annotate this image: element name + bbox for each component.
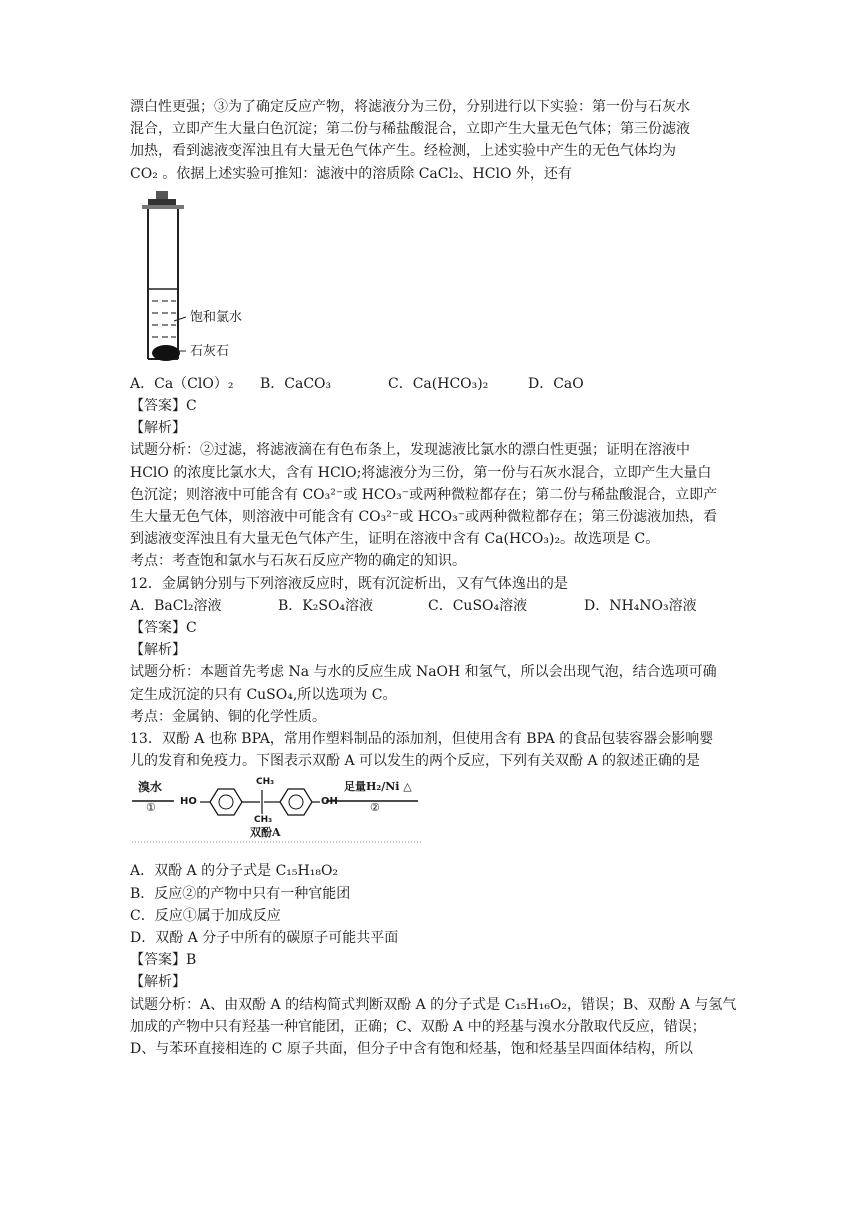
label-saturated-chlorine-water: 饱和氯水 [190, 309, 243, 325]
q11-option-a: A．Ca（ClO）₂ [130, 375, 234, 392]
q11-answer: 【答案】C [130, 398, 197, 415]
q13-stem-line-2: 儿的发育和免疫力。下图表示双酚 A 可以发生的两个反应，下列有关双酚 A 的叙述正确的是 [130, 753, 701, 770]
q11-options [130, 373, 740, 395]
q11-knowledge-point: 考点：考查饱和氯水与石灰石反应产物的确定的知识。 [130, 553, 466, 570]
q13-stem-line-1: 13．双酚 A 也称 BPA，常用作塑料制品的添加剂，但使用含有 BPA 的食品包装容器会影响婴 [130, 731, 714, 748]
q12-analysis-line-2: 定生成沉淀的只有 CuSO₄,所以选项为 C。 [130, 686, 397, 703]
q11-analysis-line-1: 试题分析：②过滤，将滤液滴在有色布条上，发现滤液比氯水的漂白性更强；证明在溶液中 [130, 442, 690, 459]
intro-line-3: 加热，看到滤液变浑浊且有大量无色气体产生。经检测，上述实验中产生的无色气体均为 [130, 143, 676, 160]
bisphenol-a-figure [130, 778, 430, 854]
q13-option-d: D．双酚 A 分子中所有的碳原子可能共平面 [130, 930, 399, 947]
q11-option-b: B．CaCO₃ [260, 375, 332, 392]
q13-option-a: A．双酚 A 的分子式是 C₁₅H₁₈O₂ [130, 863, 339, 880]
q13-analysis-line-1: 试题分析：A、由双酚 A 的结构简式判断双酚 A 的分子式是 C₁₅H₁₆O₂，错误；B、双酚 A 与氢气 [130, 996, 737, 1013]
reagent-bromine-water: 溴水 [138, 780, 163, 795]
q11-option-d: D．CaO [528, 375, 584, 392]
q12-answer: 【答案】C [130, 620, 197, 637]
hydroxyl-right-label: OH [321, 796, 338, 808]
q12-analysis-line-1: 试题分析：本题首先考虑 Na 与水的反应生成 NaOH 和氢气，所以会出现气泡，结合选项可确 [130, 664, 717, 681]
q12-option-b: B．K₂SO₄溶液 [278, 597, 374, 614]
q11-analysis-line-3: 色沉淀；则溶液中可能含有 CO₃²⁻或 HCO₃⁻或两种微粒都存在；第二份与稀盐酸混合，立即产 [130, 486, 718, 503]
document-page [130, 96, 740, 1060]
reagent-hydrogen-nickel: 足量H₂/Ni △ [344, 780, 412, 794]
q12-stem: 12．金属钠分别与下列溶液反应时，既有沉淀析出，又有气体逸出的是 [130, 575, 568, 592]
bisphenol-a-caption: 双酚A [250, 826, 281, 840]
q12-knowledge-point: 考点：金属钠、铜的化学性质。 [130, 708, 326, 725]
label-limestone: 石灰石 [190, 343, 230, 359]
reaction-number-1: ① [146, 801, 156, 815]
hydroxyl-left-label: HO [180, 796, 197, 808]
q11-analysis-line-2: HClO 的浓度比氯水大，含有 HClO;将滤液分为三份，第一份与石灰水混合，立即产生大量白 [130, 464, 712, 481]
q11-analysis-label: 【解析】 [130, 420, 186, 437]
q13-analysis-line-2: 加成的产物中只有羟基一种官能团，正确；C、双酚 A 中的羟基与溴水分散取代反应，错误； [130, 1018, 706, 1035]
q12-option-c: C．CuSO₄溶液 [428, 597, 528, 614]
q11-analysis-line-4: 生大量无色气体，则溶液中可能含有 CO₃²⁻或 HCO₃⁻或两种微粒都存在；第三份滤液加热，看 [130, 509, 718, 526]
methyl-top-label: CH₃ [256, 777, 275, 788]
q13-answer: 【答案】B [130, 952, 197, 969]
intro-line-1: 漂白性更强；③为了确定反应产物，将滤液分为三份，分别进行以下实验：第一份与石灰水 [130, 99, 690, 115]
q12-analysis-label: 【解析】 [130, 642, 186, 659]
q11-option-c: C．Ca(HCO₃)₂ [388, 375, 489, 392]
q12-option-d: D．NH₄NO₃溶液 [584, 597, 697, 614]
reaction-number-2: ② [370, 801, 380, 815]
intro-line-2: 混合，立即产生大量白色沉淀；第二份与稀盐酸混合，立即产生大量无色气体；第三份滤液 [130, 121, 690, 138]
q13-analysis-label: 【解析】 [130, 974, 186, 991]
q13-option-c: C．反应①属于加成反应 [130, 907, 281, 924]
q12-option-a: A．BaCl₂溶液 [130, 597, 222, 614]
test-tube-figure [138, 189, 278, 369]
intro-line-4: CO₂ 。依据上述实验可推知：滤液中的溶质除 CaCl₂、HClO 外，还有 [130, 165, 572, 182]
methyl-bottom-label: CH₃ [254, 815, 273, 826]
q13-analysis-line-3: D、与苯环直接相连的 C 原子共面，但分子中含有饱和烃基，饱和烃基呈四面体结构，所以 [130, 1041, 693, 1058]
q13-option-b: B．反应②的产物中只有一种官能团 [130, 885, 351, 902]
q12-options [130, 595, 740, 617]
q11-analysis-line-5: 到滤液变浑浊且有大量无色气体产生，证明在溶液中含有 Ca(HCO₃)₂。故选项是 C。 [130, 531, 660, 548]
